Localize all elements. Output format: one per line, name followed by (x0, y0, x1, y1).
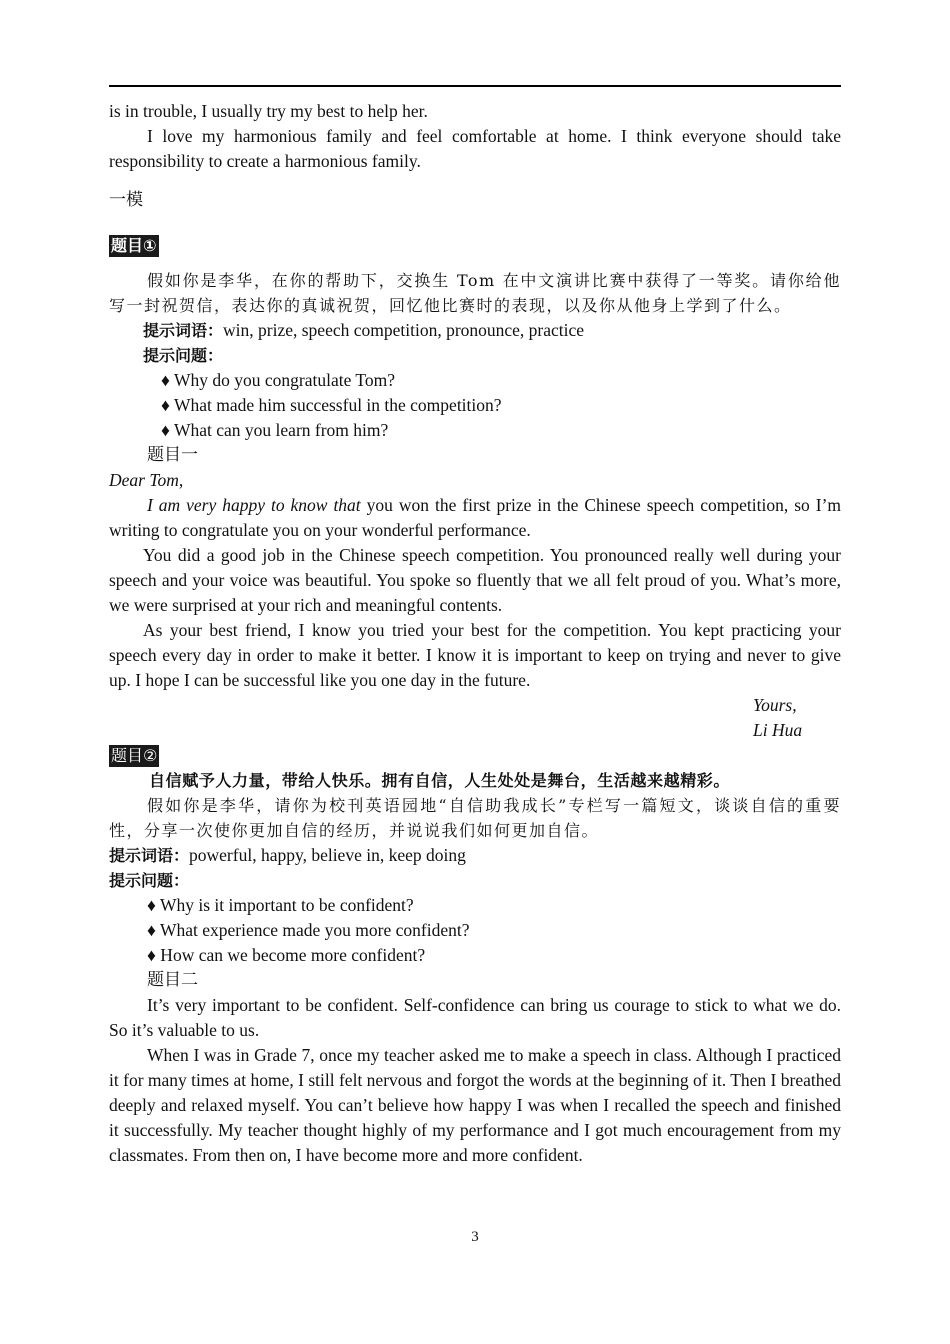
topic2-tag: 题目② (111, 746, 158, 765)
hint-words-text: powerful, happy, believe in, keep doing (189, 845, 466, 865)
letter-signature: Li Hua (753, 720, 803, 740)
essay-paragraph-1: It’s very important to be confident. Self-confidence can bring us courage to stick to what we do. So it’s valuable to us. (109, 995, 841, 1040)
letter-closing: Yours, (753, 695, 797, 715)
topic1-tag-row (109, 233, 841, 258)
hint-questions-label: 提示问题： (143, 346, 224, 365)
topic2-answer-heading: 题目二 (147, 970, 198, 990)
topic1-tag: 题目① (111, 236, 157, 255)
hint-questions-label: 提示问题： (109, 871, 190, 890)
question-item: ♦ What can you learn from him? (161, 420, 389, 440)
topic2-motto: 自信赋予人力量，带给人快乐。拥有自信，人生处处是舞台，生活越来越精彩。 (149, 771, 731, 790)
essay-paragraph-2: When I was in Grade 7, once my teacher asked me to make a speech in class. Although I practiced it for many times at home, I still felt nervous and forgot the words at the beginning of it. Then I breathed deeply and relaxed myself. You can’t believe how happy I was when I recalled the speech and finished it successfully. My teacher thought highly of my performance and I got much encouragement from my classmates. From then on, I have become more and more confident. (109, 1045, 841, 1165)
topic2-prompt: 假如你是李华，请你为校刊英语园地“自信助我成长”专栏写一篇短文，谈谈自信的重要性，分享一次使你更加自信的经历，并说说我们如何更加自信。 (109, 796, 841, 840)
letter-p1-rest: you won the first prize in the Chinese speech competition, so I’m writing to congratulate you on your wonderful performance. (109, 495, 842, 540)
header-rule (109, 85, 841, 87)
topic2-hint-questions (109, 868, 841, 893)
topic1-answer-heading: 题目一 (147, 445, 198, 465)
question-item: ♦ What made him successful in the competition? (161, 395, 502, 415)
topic2-hint-words (109, 843, 841, 868)
letter-paragraph-3: As your best friend, I know you tried your best for the competition. You kept practicing your speech every day in order to make it better. I know it is important to keep on trying and never to give up. I hope I can be successful like you one day in the future. (109, 620, 841, 690)
hint-words-label: 提示词语： (109, 846, 190, 865)
question-item: ♦ How can we become more confident? (147, 945, 426, 965)
topic1-prompt: 假如你是李华，在你的帮助下，交换生 Tom 在中文演讲比赛中获得了一等奖。请你给他写一封祝贺信，表达你的真诚祝贺，回忆他比赛时的表现，以及你从他身上学到了什么。 (109, 271, 841, 315)
page-number: 3 (471, 1229, 479, 1245)
question-item: ♦ What experience made you more confident? (147, 920, 470, 940)
question-item: ♦ Why is it important to be confident? (147, 895, 414, 915)
letter-p1-italic: I am very happy to know that (147, 495, 361, 515)
letter-paragraph-1 (109, 493, 841, 543)
hint-words-text: win, prize, speech competition, pronounce, practice (223, 320, 585, 340)
hint-words-label: 提示词语： (143, 321, 224, 340)
document-body (109, 99, 841, 1168)
letter-salutation: Dear Tom, (109, 470, 184, 490)
topic1-hint-words (109, 318, 841, 343)
letter-paragraph-2: You did a good job in the Chinese speech competition. You pronounced really well during your speech and your voice was beautiful. You spoke so fluently that we all felt proud of you. What’s more, we were surprised at your rich and meaningful contents. (109, 545, 841, 615)
topic2-tag-row (109, 743, 841, 768)
topic1-hint-questions (109, 343, 841, 368)
section-title: 一模 (109, 190, 143, 210)
continued-text: is in trouble, I usually try my best to help her. (109, 101, 428, 121)
family-paragraph: I love my harmonious family and feel comfortable at home. I think everyone should take responsibility to create a harmonious family. (109, 126, 841, 171)
question-item: ♦ Why do you congratulate Tom? (161, 370, 396, 390)
